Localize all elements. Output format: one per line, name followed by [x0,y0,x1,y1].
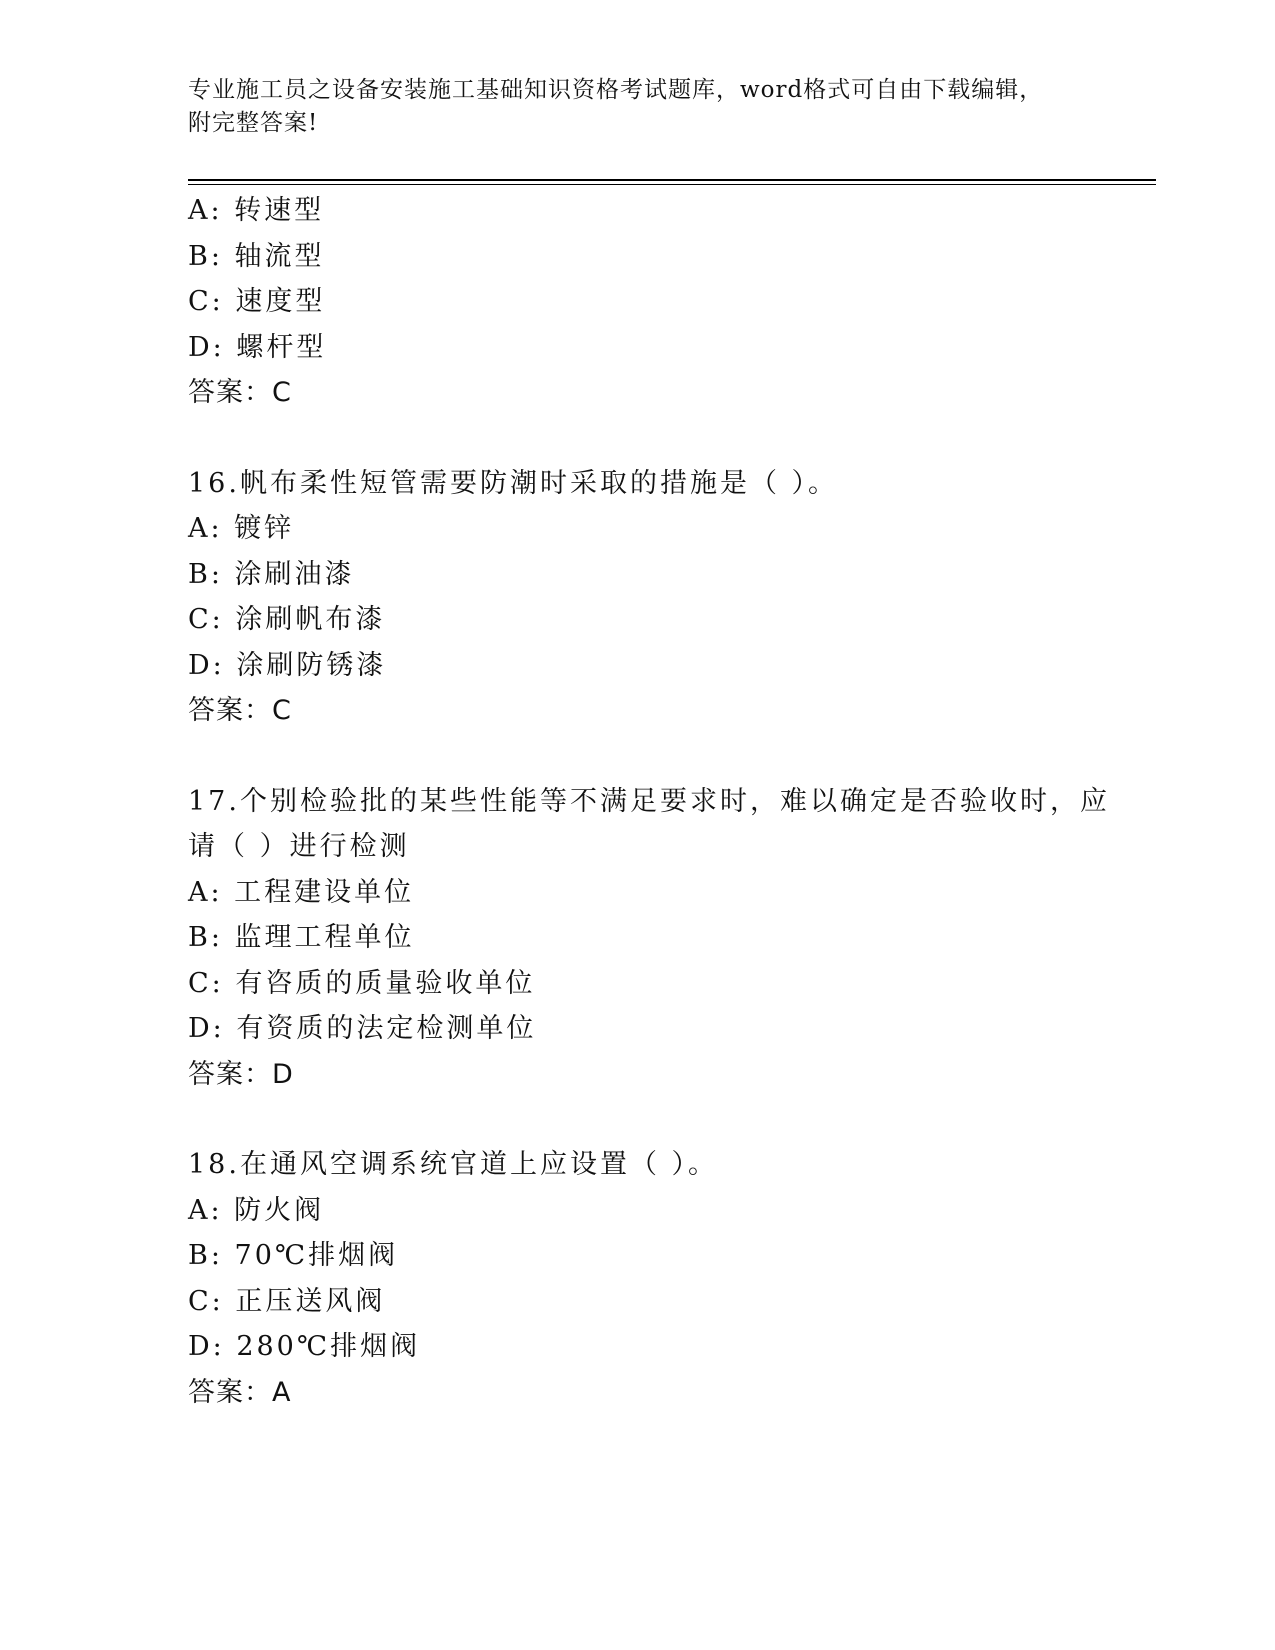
option-b: B: 轴流型 [188,240,325,272]
option-a: A: 防火阀 [188,1194,325,1226]
question-text: 17.个别检验批的某些性能等不满足要求时，难以确定是否验收时，应 [188,785,1110,817]
answer-line: 答案：C [188,695,292,726]
option-c: C: 涂刷帆布漆 [188,604,386,635]
question-text: 16.帆布柔性短管需要防潮时采取的措施是（ ）。 [188,467,839,499]
option-d: D: 涂刷防锈漆 [188,649,387,681]
option-d: D: 螺杆型 [188,331,327,363]
option-a: A: 镀锌 [188,513,295,544]
question-block-15 [188,188,1148,416]
question-text: 18.在通风空调系统官道上应设置（ ）。 [188,1149,719,1180]
question-block-17 [188,779,1148,1098]
header-divider-thin [188,184,1156,185]
answer-line: 答案：D [188,1058,294,1090]
option-a: A: 工程建设单位 [188,876,415,908]
question-block-18 [188,1142,1148,1415]
option-d: D: 有资质的法定检测单位 [188,1013,537,1044]
option-b: B: 70℃排烟阀 [188,1240,399,1271]
option-c: C: 正压送风阀 [188,1285,386,1317]
option-a: A: 转速型 [188,195,325,226]
question-text-continued: 请（ ）进行检测 [188,831,410,862]
header-divider-thick [188,179,1156,181]
option-c: C: 速度型 [188,286,326,317]
option-d: D: 280℃排烟阀 [188,1331,421,1362]
header-line-2: 附完整答案! [188,110,319,136]
document-header [188,74,1068,140]
option-c: C: 有咨质的质量验收单位 [188,967,536,999]
option-b: B: 监理工程单位 [188,922,415,953]
answer-line: 答案：A [188,1376,292,1408]
header-line-1: 专业施工员之设备安装施工基础知识资格考试题库，word格式可自由下载编辑， [188,77,1044,103]
answer-line: 答案：C [188,377,292,408]
question-list [188,188,1148,1415]
option-b: B: 涂刷油漆 [188,558,355,590]
question-block-16 [188,461,1148,734]
